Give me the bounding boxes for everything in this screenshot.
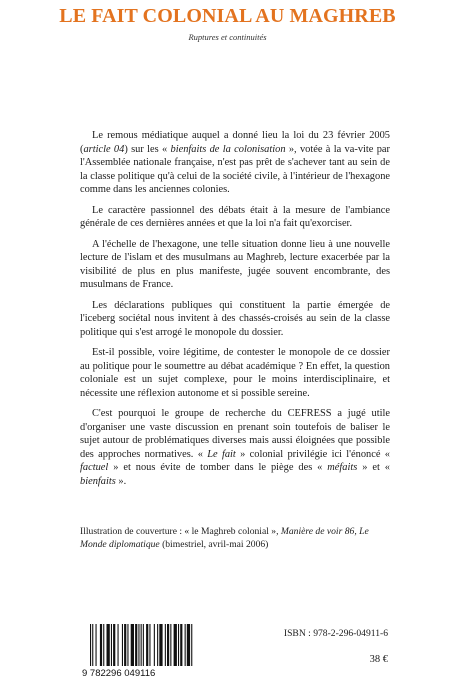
paragraph-6: C'est pourquoi le groupe de recherche du CEFRESS a jugé utile d'organiser une vaste discussion en prenant soin toutefois de baliser le sujet autour de problématiques diverses mais aussi éloignées que possible des approches normatives. « Le fait » colonial privilégie ici l'énoncé « factuel » et nous évite de tomber dans le piège des « méfaits » et « bienfaits ». (80, 408, 390, 487)
paragraph-1: Le remous médiatique auquel a donné lieu la loi du 23 février 2005 (article 04) sur les « bienfaits de la colonisation », votée à la va-vite par l'Assemblée nationale française, n'est pas prêt de s'achever tant au sein de la classe politique qu'à celui de la société civile, à l'intérieur de l'hexagone comme dans les anciennes colonies. (80, 130, 390, 195)
barcode-digits: 9 782296 049116 (82, 668, 156, 678)
isbn: ISBN : 978-2-296-04911-6 (283, 628, 388, 639)
paragraph-3: A l'échelle de l'hexagone, une telle situation donne lieu à une nouvelle lecture de l'islam et des musulmans au Maghreb, lecture exacerbée par la visibilité de plus en plus manifeste, jugée souvent encombrante, des musulmans de France. (80, 238, 390, 290)
price: 38 € (369, 654, 388, 665)
cover-illustration-credit: Illustration de couverture : « le Maghreb colonial », Manière de voir 86, Le Monde diplomatique (bimestriel, avril-mai 2006) (80, 526, 369, 550)
book-title: LE FAIT COLONIAL AU MAGHREB (59, 5, 396, 27)
barcode (80, 622, 250, 678)
blurb (80, 129, 390, 495)
paragraph-5: Est-il possible, voire légitime, de contester le monopole de ce dossier au politique pour le soumettre au débat académique ? En effet, la question coloniale est un sujet complexe, pour le moins interdisciplinaire, et nécessite une réflexion autonome et si possible sereine. (80, 347, 390, 399)
book-subtitle: Ruptures et continuités (188, 32, 267, 42)
paragraph-4: Les déclarations publiques qui constituent la partie émergée de l'iceberg sociétal nous invitent à des chassés-croisés au sein de la classe politique qui s'est arrogé le monopole du dossier. (80, 299, 390, 338)
paragraph-2: Le caractère passionnel des débats était à la mesure de l'ambiance générale de ces dernières années et que la loi n'a fait qu'exorciser. (80, 204, 390, 229)
